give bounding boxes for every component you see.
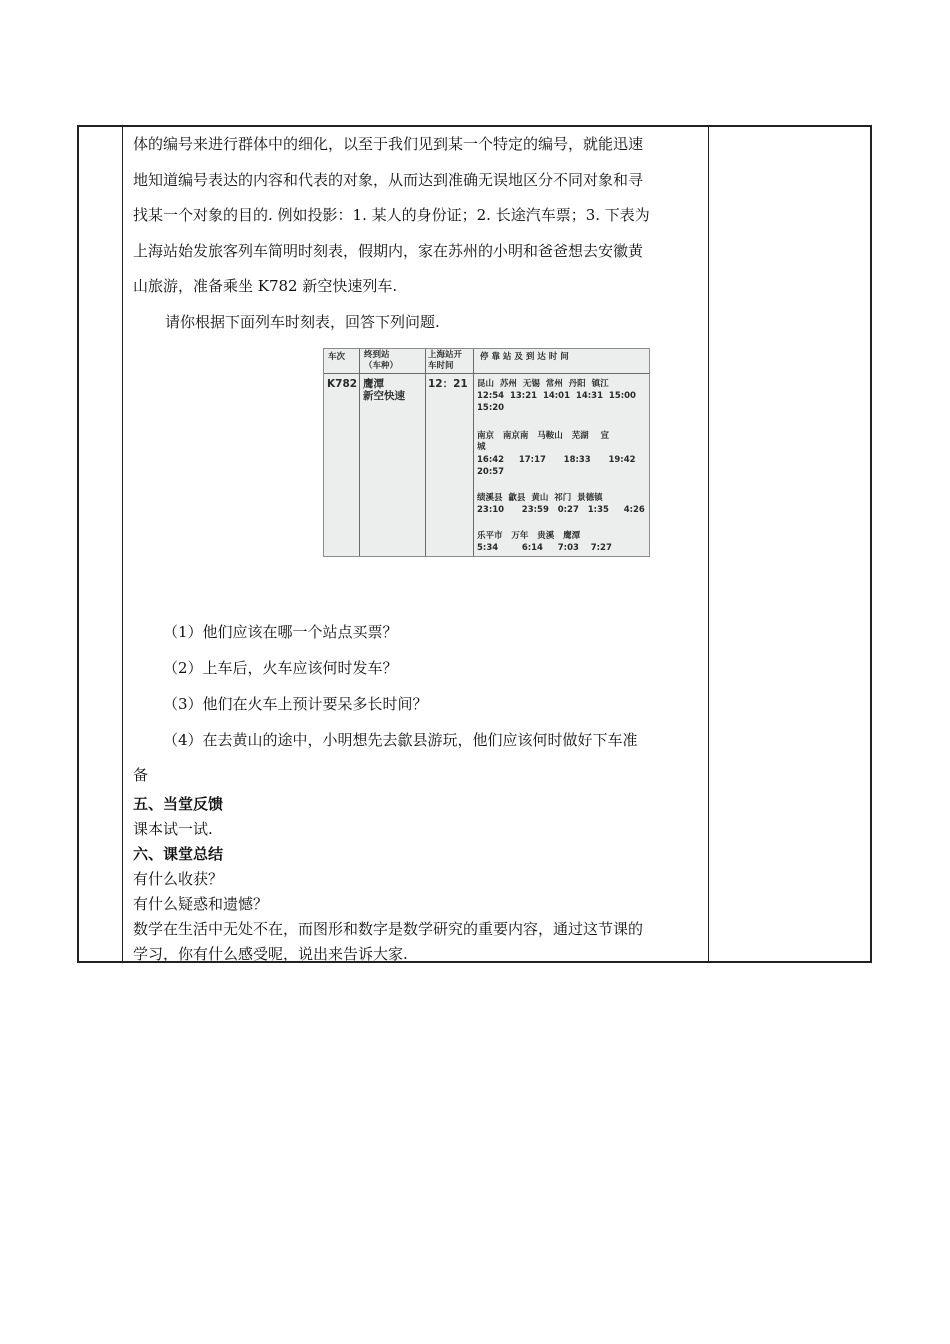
question-item: （2）上车后，火车应该何时发车？ bbox=[163, 659, 398, 677]
section-6-line: 数学在生活中无处不在，而图形和数字是数学研究的重要内容，通过这节课的 bbox=[133, 920, 644, 938]
section-6-title: 六、课堂总结 bbox=[133, 845, 224, 863]
section-6-line: 有什么收获？ bbox=[133, 870, 224, 888]
section-5-title: 五、当堂反馈 bbox=[133, 795, 224, 813]
terminal-station: 鹰潭 bbox=[363, 378, 384, 390]
paragraph-line: 找某一个对象的目的. 例如投影：1. 某人的身份证；2. 长途汽车票；3. 下表为 bbox=[133, 206, 650, 224]
stop-line: 23:10 23:59 0:27 1:35 4:26 bbox=[477, 505, 645, 515]
stop-line: 城 bbox=[477, 442, 486, 452]
train-timetable-image bbox=[323, 348, 650, 557]
summary-sections bbox=[133, 792, 703, 967]
paragraph-line: 山旅游，准备乘坐 K782 新空快速列车. bbox=[133, 277, 398, 295]
stop-line: 20:57 bbox=[477, 467, 505, 477]
paragraph-line: 体的编号来进行群体中的细化，以至于我们见到某一个特定的编号，就能迅速 bbox=[133, 135, 644, 153]
stop-line: 15:20 bbox=[477, 403, 505, 413]
header-train: 车次 bbox=[328, 352, 346, 362]
stop-line: 16:42 17:17 18:33 19:42 bbox=[477, 455, 636, 465]
depart-time: 12：21 bbox=[428, 378, 468, 390]
header-stops: 停 靠 站 及 到 达 时 间 bbox=[480, 352, 569, 362]
section-6-line: 有什么疑惑和遗憾？ bbox=[133, 895, 269, 913]
paragraph-line: 地知道编号表达的内容和代表的对象，从而达到准确无误地区分不同对象和寻 bbox=[133, 170, 644, 189]
question-item: （1）他们应该在哪一个站点买票？ bbox=[163, 623, 398, 641]
question-item: （3）他们在火车上预计要呆多长时间？ bbox=[163, 695, 428, 713]
lesson-table bbox=[77, 125, 872, 963]
stop-line: 5:34 6:14 7:03 7:27 bbox=[477, 543, 612, 553]
questions bbox=[133, 614, 703, 794]
stop-line: 乐平市 万年 贵溪 鹰潭 bbox=[477, 531, 581, 541]
header-depart-sub: 车时间 bbox=[428, 361, 454, 371]
stop-line: 昆山 苏州 无锡 常州 丹阳 镇江 bbox=[477, 379, 609, 389]
intro-paragraph bbox=[133, 127, 703, 340]
question-item: （4）在去黄山的途中，小明想先去歙县游玩，他们应该何时做好下车准 bbox=[163, 731, 638, 749]
question-tail: 备 bbox=[133, 766, 149, 784]
header-terminal-sub: （车种） bbox=[364, 361, 399, 371]
header-depart: 上海站开 bbox=[428, 350, 463, 360]
stop-line: 12:54 13:21 14:01 14:31 15:00 bbox=[477, 391, 636, 401]
paragraph-line: 上海站始发旅客列车简明时刻表，假期内，家在苏州的小明和爸爸想去安徽黄 bbox=[133, 241, 644, 260]
right-column bbox=[708, 127, 870, 961]
stop-line: 南京 南京南 马鞍山 芜湖 宣 bbox=[477, 431, 609, 441]
train-number: K782 bbox=[327, 378, 358, 390]
stop-line: 绩溪县 歙县 黄山 祁门 景德镇 bbox=[477, 493, 603, 503]
prompt-text: 请你根据下面列车时刻表，回答下列问题. bbox=[165, 312, 440, 331]
train-type: 新空快速 bbox=[363, 390, 405, 402]
left-column bbox=[79, 127, 123, 961]
section-6-line: 学习，你有什么感受呢，说出来告诉大家. bbox=[133, 945, 408, 963]
header-terminal: 终到站 bbox=[364, 350, 390, 360]
section-5-text: 课本试一试. bbox=[133, 820, 213, 838]
